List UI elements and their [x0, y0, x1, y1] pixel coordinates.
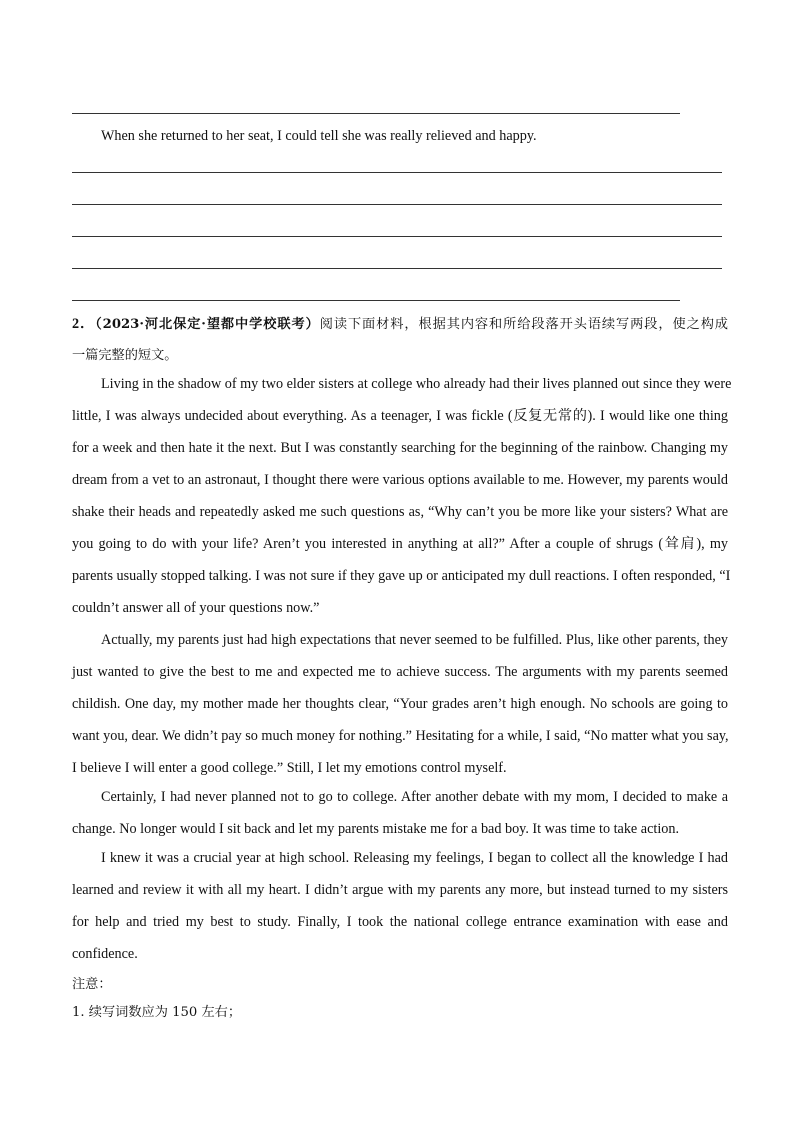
answer-line [72, 172, 722, 173]
notes-heading: 注意： [72, 977, 112, 992]
passage-line: for help and tried my best to study. Finally, I took the national college entrance examination with ease and [72, 914, 728, 930]
passage-line: confidence. [72, 946, 138, 962]
passage-line: dream from a vet to an astronaut, I thought there were various options available to me. However, my parents would [72, 472, 728, 488]
passage-line: learned and review it with all my heart. I didn’t argue with my parents any more, but instead turned to my sisters [72, 882, 728, 898]
passage-line: you going to do with your life? Aren’t you interested in anything at all?” After a couple of shrugs (耸肩), my [72, 536, 728, 552]
passage-line: want you, dear. We didn’t pay so much money for nothing.” Hesitating for a while, I said, “No matter what you say, [72, 728, 729, 744]
passage-line: I believe I will enter a good college.” Still, I let my emotions control myself. [72, 760, 507, 776]
passage-line: shake their heads and repeatedly asked me such questions as, “Why can’t you be more like your sisters? What are [72, 504, 728, 520]
question-2-heading [72, 315, 728, 334]
passage-line: childish. One day, my mother made her thoughts clear, “Your grades aren’t high enough. No schools are going to [72, 696, 728, 712]
note-item: 1. 续写词数应为 150 左右； [72, 1005, 242, 1020]
passage-line: parents usually stopped talking. I was not sure if they gave up or anticipated my dull reactions. I often responded, “I [72, 568, 731, 584]
answer-line [72, 204, 722, 205]
question-number: 2． [72, 316, 96, 332]
question-source: （2023·河北保定·望都中学校联考） [95, 317, 320, 332]
passage-line: I knew it was a crucial year at high school. Releasing my feelings, I began to collect all the knowledge I had [101, 850, 728, 866]
question-instruction-line-2: 一篇完整的短文。 [72, 348, 178, 363]
answer-line [72, 268, 722, 269]
passage-line: little, I was always undecided about everything. As a teenager, I was fickle (反复无常的). I would like one thing [72, 408, 728, 424]
continuation-opening-sentence: When she returned to her seat, I could tell she was really relieved and happy. [101, 128, 537, 144]
answer-line [72, 300, 680, 301]
question-instruction-line-1: 阅读下面材料，根据其内容和所给段落开头语续写两段，使之构成 [319, 317, 728, 332]
passage-line: just wanted to give the best to me and expected me to achieve success. The arguments with my parents seemed [72, 664, 728, 680]
answer-line [72, 236, 722, 237]
passage-line: change. No longer would I sit back and let my parents mistake me for a bad boy. It was time to take action. [72, 821, 679, 837]
passage-line: Living in the shadow of my two elder sisters at college who already had their lives planned out since they were [101, 376, 732, 392]
passage-line: Certainly, I had never planned not to go to college. After another debate with my mom, I decided to make a [101, 789, 728, 805]
answer-line [72, 113, 680, 114]
passage-line: Actually, my parents just had high expectations that never seemed to be fulfilled. Plus, like other parents, they [101, 632, 728, 648]
passage-line: couldn’t answer all of your questions now.” [72, 600, 320, 616]
passage-line: for a week and then hate it the next. But I was constantly searching for the beginning of the rainbow. Changing my [72, 440, 728, 456]
